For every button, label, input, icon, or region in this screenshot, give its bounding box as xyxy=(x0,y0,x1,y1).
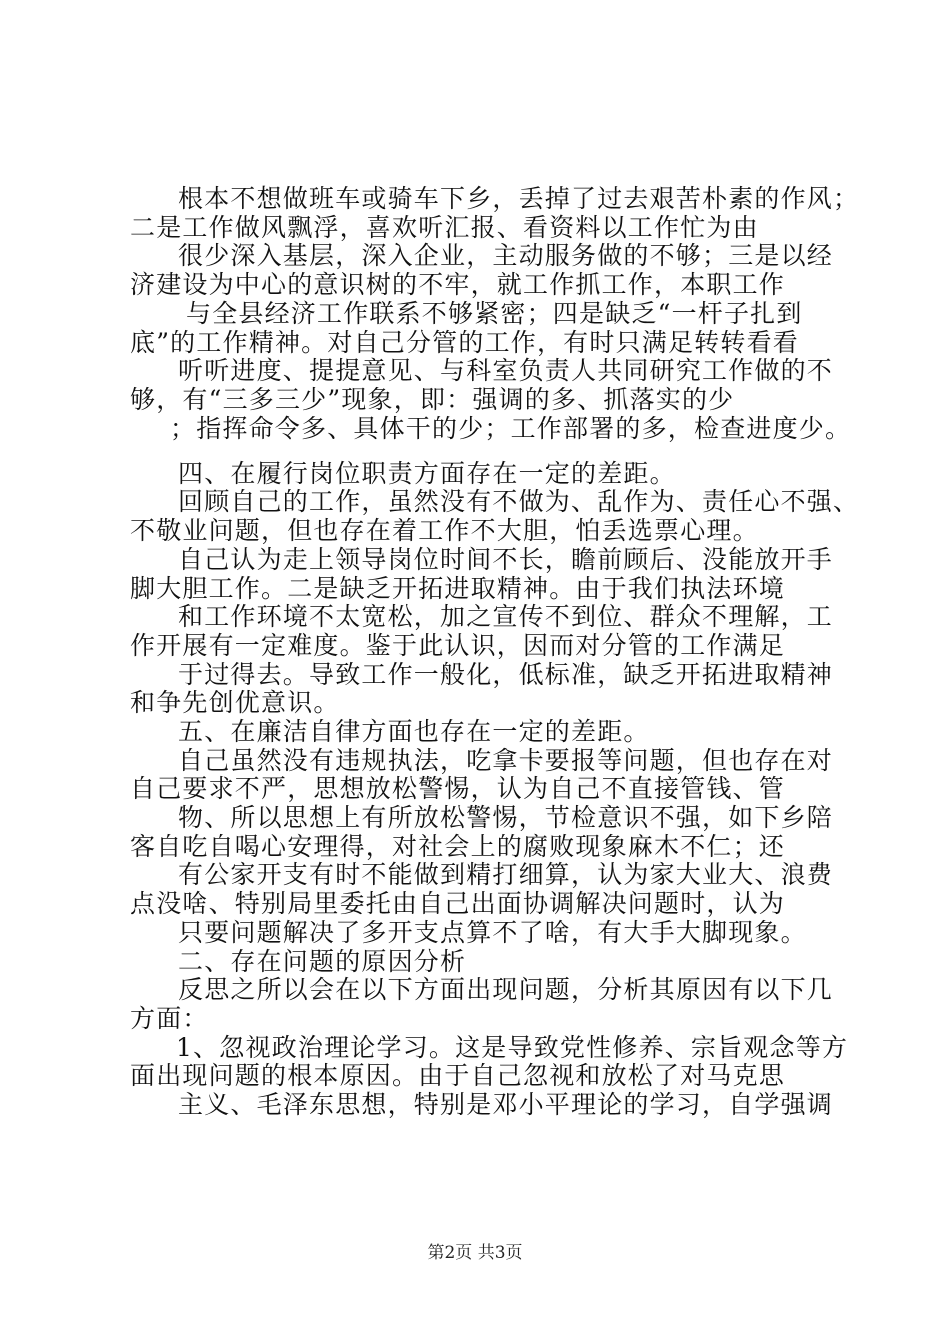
text-line: 回顾自己的工作，虽然没有不做为、乱作为、责任心不强、 xyxy=(178,487,860,516)
text-line: ；指挥命令多、具体干的少；工作部署的多，检查进度少。 xyxy=(170,414,852,443)
text-line: 二是工作做风飘浮，喜欢听汇报、看资料以工作忙为由 xyxy=(130,213,759,242)
section-heading: 二、存在问题的原因分析 xyxy=(178,947,467,976)
text-line: 脚大胆工作。二是缺乏开拓进取精神。由于我们执法环境 xyxy=(130,574,786,603)
section-heading: 五、在廉洁自律方面也存在一定的差距。 xyxy=(178,717,650,746)
text-line: 方面： xyxy=(130,1004,209,1033)
text-line: 不敬业问题，但也存在着工作不大胆，怕丢选票心理。 xyxy=(130,516,759,545)
text-line: 听听进度、提提意见、与科室负责人共同研究工作做的不 xyxy=(178,356,834,385)
text-line: 自己虽然没有违规执法，吃拿卡要报等问题，但也存在对 xyxy=(178,746,834,775)
text-line: 和工作环境不太宽松，加之宣传不到位、群众不理解，工 xyxy=(178,602,834,631)
text-line: 有公家开支有时不能做到精打细算，认为家大业大、浪费 xyxy=(178,860,834,889)
section-heading: 四、在履行岗位职责方面存在一定的差距。 xyxy=(178,459,676,488)
text-line: 反思之所以会在以下方面出现问题，分析其原因有以下几 xyxy=(178,975,834,1004)
text-line: 和争先创优意识。 xyxy=(130,688,340,717)
text-line: 物、所以思想上有所放松警惕，节检意识不强，如下乡陪 xyxy=(178,803,834,832)
text-line: 面出现问题的根本原因。由于自己忽视和放松了对马克思 xyxy=(130,1061,786,1090)
text-line: 底”的工作精神。对自己分管的工作，有时只满足转转看看 xyxy=(130,328,799,357)
page-footer: 第2页 共3页 xyxy=(427,1243,523,1263)
text-line: 济建设为中心的意识树的不牢，就工作抓工作，本职工作 xyxy=(130,270,786,299)
text-line: 1、忽视政治理论学习。这是导致党性修养、宗旨观念等方 xyxy=(176,1033,849,1062)
text-line: 很少深入基层，深入企业，主动服务做的不够；三是以经 xyxy=(178,241,834,270)
text-line: 自己认为走上领导岗位时间不长，瞻前顾后、没能放开手 xyxy=(178,545,834,574)
text-line: 于过得去。导致工作一般化，低标准，缺乏开拓进取精神 xyxy=(178,660,834,689)
text-line: 根本不想做班车或骑车下乡，丢掉了过去艰苦朴素的作风； xyxy=(178,184,860,213)
text-line: 够，有“三多三少”现象，即：强调的多、抓落实的少 xyxy=(130,385,735,414)
text-line: 点没啥、特别局里委托由自己出面协调解决问题时，认为 xyxy=(130,889,786,918)
text-line: 自己要求不严，思想放松警惕，认为自己不直接管钱、管 xyxy=(130,774,786,803)
text-line: 作开展有一定难度。鉴于此认识，因而对分管的工作满足 xyxy=(130,631,786,660)
text-line: 与全县经济工作联系不够紧密；四是缺乏“一杆子扎到 xyxy=(186,299,803,328)
text-line: 主义、毛泽东思想，特别是邓小平理论的学习，自学强调 xyxy=(178,1090,834,1119)
text-line: 只要问题解决了多开支点算不了啥，有大手大脚现象。 xyxy=(178,918,807,947)
text-line: 客自吃自喝心安理得，对社会上的腐败现象麻木不仁；还 xyxy=(130,832,786,861)
